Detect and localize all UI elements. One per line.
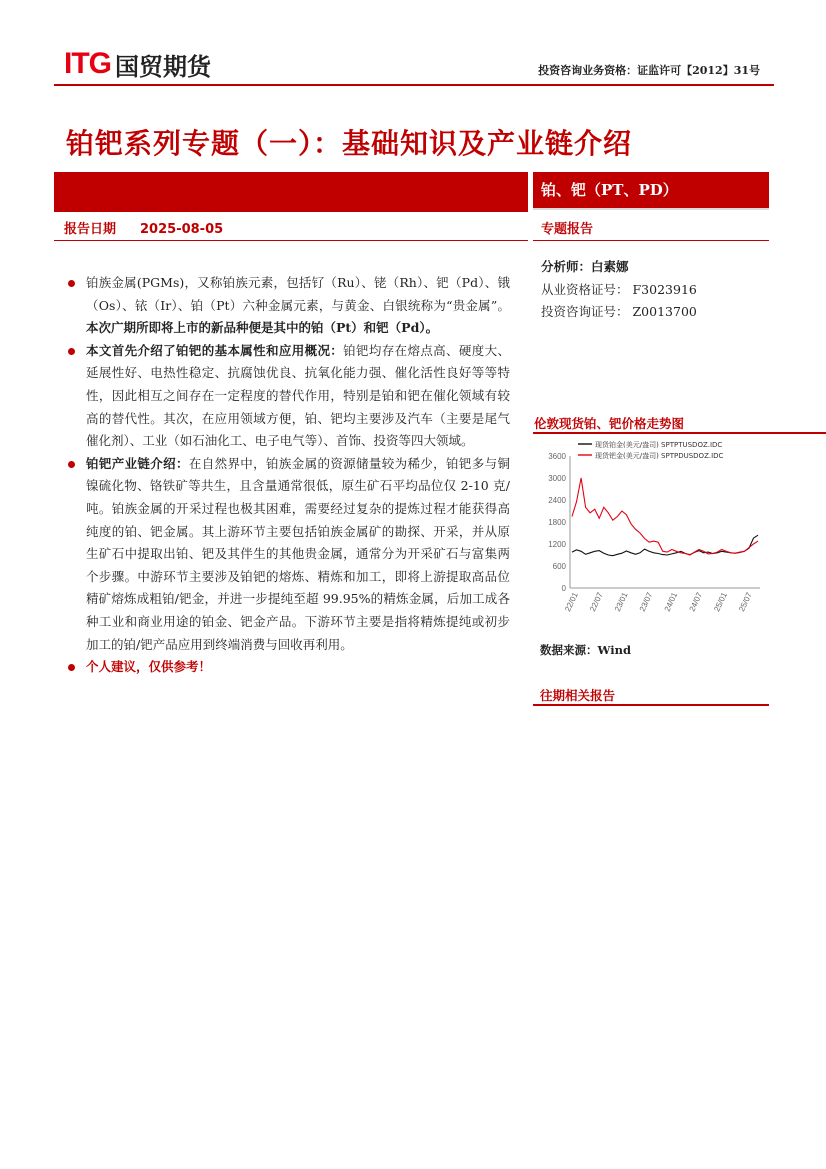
report-date-label: 报告日期 [64, 222, 117, 237]
date-underline [54, 240, 528, 241]
related-reports-heading: 往期相关报告 [540, 688, 616, 703]
price-chart [534, 438, 768, 632]
y-tick-label: 0 [561, 584, 566, 593]
y-tick-label: 1200 [548, 540, 566, 549]
report-type-underline [533, 240, 769, 241]
x-tick-label: 23/07 [637, 591, 655, 613]
summary-bullets [66, 272, 510, 679]
x-tick-label: 23/01 [612, 591, 630, 613]
bullet-red-text: 个人建议，仅供参考！ [86, 659, 212, 675]
bullet-bold-text: 本次广期所即将上市的新品种便是其中的铂（Pt）和钯（Pd）。 [86, 320, 439, 336]
bullet-text: 铂族金属(PGMs)，又称铂族元素，包括钌（Ru）、铑（Rh）、钯（Pd）、锇（Os）、铱（Ir）、铂（Pt）六种金属元素，与黄金、白银统称为“贵金属”。 [86, 275, 510, 313]
analyst-license: F3023916 [632, 281, 697, 297]
qualification-text: 投资咨询业务资格：证监许可【2012】31号 [538, 64, 760, 77]
analyst-consult-row [541, 301, 697, 324]
sector-banner-shadow [533, 208, 769, 210]
logo-company-name: 国贸期货 [115, 52, 211, 81]
y-tick-label: 2400 [548, 496, 566, 505]
chart-title-underline [533, 432, 826, 434]
bullet-text: 铂钯均存在熔点高、硬度大、延展性好、电热性稳定、抗腐蚀优良、抗氧化能力强、催化活性良好等等特性，因此相互之间存在一定程度的替代作用，特别是铂和钯在催化领域有较高的替代性。其次，在应用领域方便，铂、钯均主要涉及汽车（主要是尾气催化剂）、工业（如石油化工、电子电气等）、首饰、投资等四大领域。 [86, 342, 510, 449]
y-tick-label: 600 [552, 562, 566, 571]
bullet-dot-icon [68, 461, 75, 468]
analyst-license-label: 从业资格证号： [541, 281, 629, 297]
legend-label: 现货钯金(美元/盎司) SPTPDUSDOZ.IDC [595, 452, 724, 460]
x-tick-label: 25/01 [712, 591, 729, 613]
bullet-bold-text: 本文首先介绍了铂钯的基本属性和应用概况： [86, 342, 344, 358]
analyst-info [541, 256, 697, 324]
analyst-consult-label: 投资咨询证号： [541, 304, 629, 320]
analyst-license-row [541, 279, 697, 302]
bullet-dot-icon [68, 280, 75, 287]
analyst-name-label: 分析师： [541, 259, 592, 274]
bullet-disclaimer [66, 656, 510, 679]
chart-title: 伦敦现货铂、钯价格走势图 [534, 416, 685, 431]
x-tick-label: 24/01 [662, 591, 680, 613]
x-tick-label: 22/01 [563, 591, 580, 613]
analyst-consult: Z0013700 [632, 304, 697, 320]
y-tick-label: 3000 [548, 474, 566, 483]
report-date-row [64, 218, 223, 237]
bullet-dot-icon [68, 348, 75, 355]
legend-label: 现货铂金(美元/盎司) SPTPTUSDOZ.IDC [595, 441, 723, 449]
related-reports-underline [533, 704, 769, 706]
report-date-value: 2025-08-05 [140, 222, 224, 237]
bullet-dot-icon [68, 664, 75, 671]
bullet-bold-text: 铂钯产业链介绍： [86, 455, 189, 471]
bullet-properties [66, 340, 510, 453]
bullet-industry-chain [66, 453, 510, 656]
company-logo [64, 48, 211, 80]
x-tick-label: 24/07 [687, 591, 705, 613]
report-title: 铂钯系列专题（一）：基础知识及产业链介绍 [66, 127, 633, 160]
chart-source: 数据来源：Wind [540, 643, 631, 657]
series-line-palladium [572, 478, 758, 555]
y-tick-label: 3600 [548, 452, 566, 461]
bullet-text: 在自然界中，铂族金属的资源储量较为稀少，铂钯多与铜镍硫化物、铬铁矿等共生，且含量通常很低，原生矿石平均品位仅 2-10 克/吨。铂族金属的开采过程也极其困难，需要经过复杂的提炼过程才能获得高纯度的铂、钯金属。其上游环节主要包括铂族金属矿的勘探、开采，并从原生矿石中提取出铂、钯及其伴生的其他贵金属，通常分为开采矿石与富集两个步骤。中游环节主要涉及铂钯的熔炼、精炼和加工，即将上游提取高品位精矿熔炼成粗铂/钯金，并进一步提纯至超 99.95%的精炼金属，后加工成各种工业和商业用途的铂金、钯金产品。下游环节主要是指将精炼提纯或初步加工的铂/钯产品应用到终端消费与回收再利用。 [86, 455, 510, 652]
sector-banner: 铂、钯（PT、PD） [533, 172, 769, 208]
bullet-pgms [66, 272, 510, 340]
logo-itg-text: ITG [64, 47, 111, 80]
title-banner [54, 172, 528, 212]
report-type: 专题报告 [541, 222, 594, 237]
x-tick-label: 22/07 [588, 591, 605, 613]
x-tick-label: 25/07 [737, 591, 754, 613]
analyst-name-row [541, 256, 697, 279]
header-divider [54, 84, 774, 86]
analyst-name: 白素娜 [591, 259, 629, 274]
y-tick-label: 1800 [548, 518, 566, 527]
